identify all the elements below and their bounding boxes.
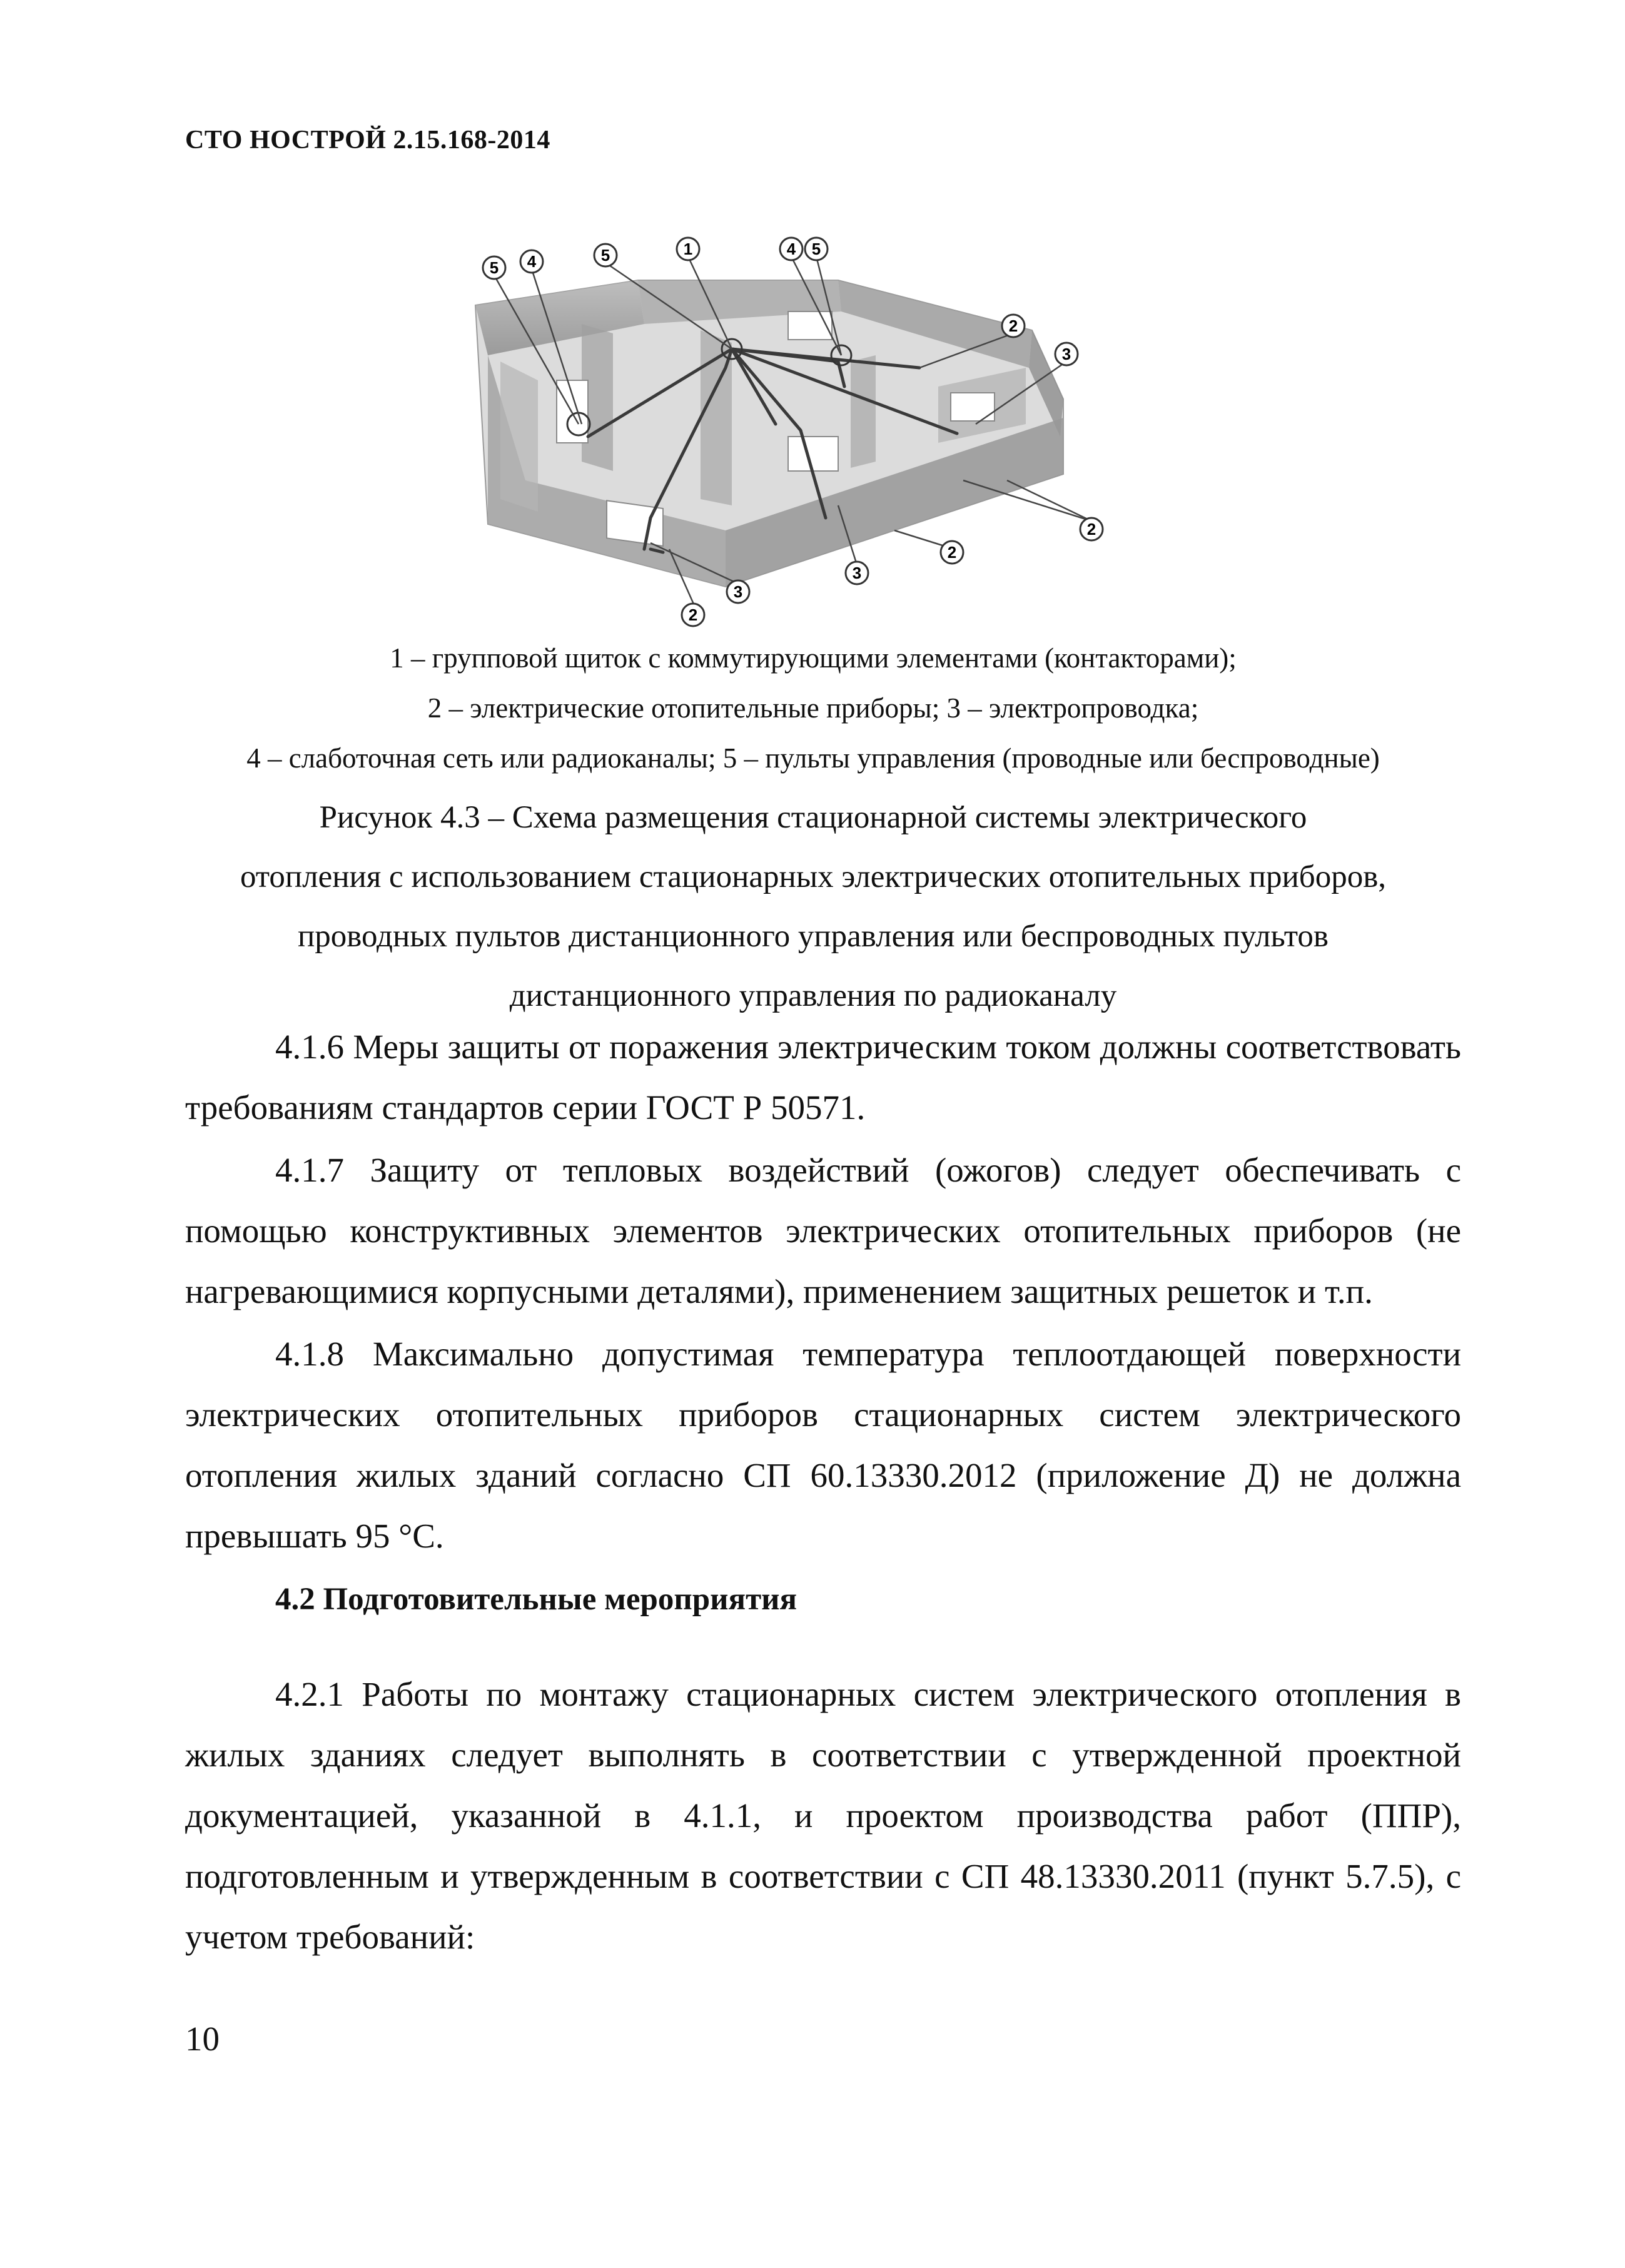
callout-3-a bbox=[1055, 343, 1078, 365]
callout-5-mid bbox=[594, 244, 617, 266]
svg-text:5: 5 bbox=[600, 246, 610, 265]
document-code-header: СТО НОСТРОЙ 2.15.168-2014 bbox=[185, 126, 550, 154]
callout-2-a bbox=[1002, 315, 1025, 337]
callout-2-d bbox=[682, 604, 704, 626]
callout-5-left bbox=[483, 256, 505, 279]
paragraph-4-2-1: 4.2.1 Работы по монтажу стационарных систем электрического отопления в жилых зданиях следует выполнять в соответствии с утвержденной проектной документацией, указанной в 4.1.1, и проектом производства работ (ППР), подготовленным и утвержденным в соответствии с СП 48.13330.2011 (пункт 5.7.5), с учетом требований: bbox=[185, 1675, 1461, 1956]
body-section-4-2 bbox=[185, 1664, 1461, 1969]
callout-5-right bbox=[805, 238, 828, 260]
svg-text:2: 2 bbox=[947, 543, 957, 562]
legend-line-3: 4 – слаботочная сеть или радиоканалы; 5 – пульты управления (проводные или беспроводные) bbox=[246, 742, 1380, 774]
callout-3-b bbox=[846, 562, 868, 584]
figure-caption bbox=[163, 788, 1464, 1026]
paragraph-4-1-8: 4.1.8 Максимально допустимая температура теплоотдающей поверхности электрических отопительных приборов стационарных систем электрического отопления жилых зданий согласно СП 60.13330.2012 (приложение Д) не должна превышать 95 °С. bbox=[185, 1335, 1461, 1555]
svg-text:4: 4 bbox=[527, 252, 537, 271]
svg-text:3: 3 bbox=[852, 564, 862, 582]
page-number: 10 bbox=[185, 2020, 220, 2058]
callout-2-c bbox=[941, 541, 963, 564]
section-heading-4-2: 4.2 Подготовительные мероприятия bbox=[275, 1582, 797, 1617]
paragraph-4-1-7: 4.1.7 Защиту от тепловых воздействий (ожогов) следует обеспечивать с помощью конструктивных элементов электрических отопительных приборов (не нагревающимися корпусными деталями), применением защитных решеток и т.п. bbox=[185, 1151, 1461, 1310]
svg-text:3: 3 bbox=[733, 582, 743, 601]
svg-text:5: 5 bbox=[489, 258, 499, 277]
callout-2-b bbox=[1080, 518, 1103, 540]
svg-text:1: 1 bbox=[683, 240, 693, 258]
callout-4-left bbox=[520, 250, 543, 273]
legend-line-1: 1 – групповой щиток с коммутирующими элементами (контакторами); bbox=[390, 642, 1237, 674]
callout-1 bbox=[677, 238, 699, 260]
caption-line-1: Рисунок 4.3 – Схема размещения стационарной системы электрического bbox=[319, 800, 1307, 835]
legend-line-2: 2 – электрические отопительные приборы; 3 – электропроводка; bbox=[427, 692, 1199, 724]
body-section-4-1 bbox=[185, 1016, 1461, 1568]
svg-text:5: 5 bbox=[811, 240, 821, 258]
paragraph-4-1-6: 4.1.6 Меры защиты от поражения электрическим током должны соответствовать требованиям стандартов серии ГОСТ Р 50571. bbox=[185, 1028, 1461, 1126]
caption-line-4: дистанционного управления по радиоканалу bbox=[509, 978, 1117, 1013]
callout-3-c bbox=[727, 580, 749, 603]
figure-legend bbox=[163, 633, 1464, 783]
svg-text:4: 4 bbox=[786, 240, 796, 258]
svg-text:2: 2 bbox=[1008, 316, 1018, 335]
building-walls bbox=[475, 280, 1063, 587]
svg-text:2: 2 bbox=[688, 605, 698, 624]
caption-line-2: отопления с использованием стационарных электрических отопительных приборов, bbox=[240, 859, 1387, 894]
callout-4-right bbox=[780, 238, 802, 260]
caption-line-3: проводных пультов дистанционного управления или беспроводных пультов bbox=[297, 919, 1329, 954]
svg-text:2: 2 bbox=[1086, 520, 1096, 539]
heating-layout-figure bbox=[463, 236, 1138, 637]
svg-text:3: 3 bbox=[1061, 345, 1071, 363]
